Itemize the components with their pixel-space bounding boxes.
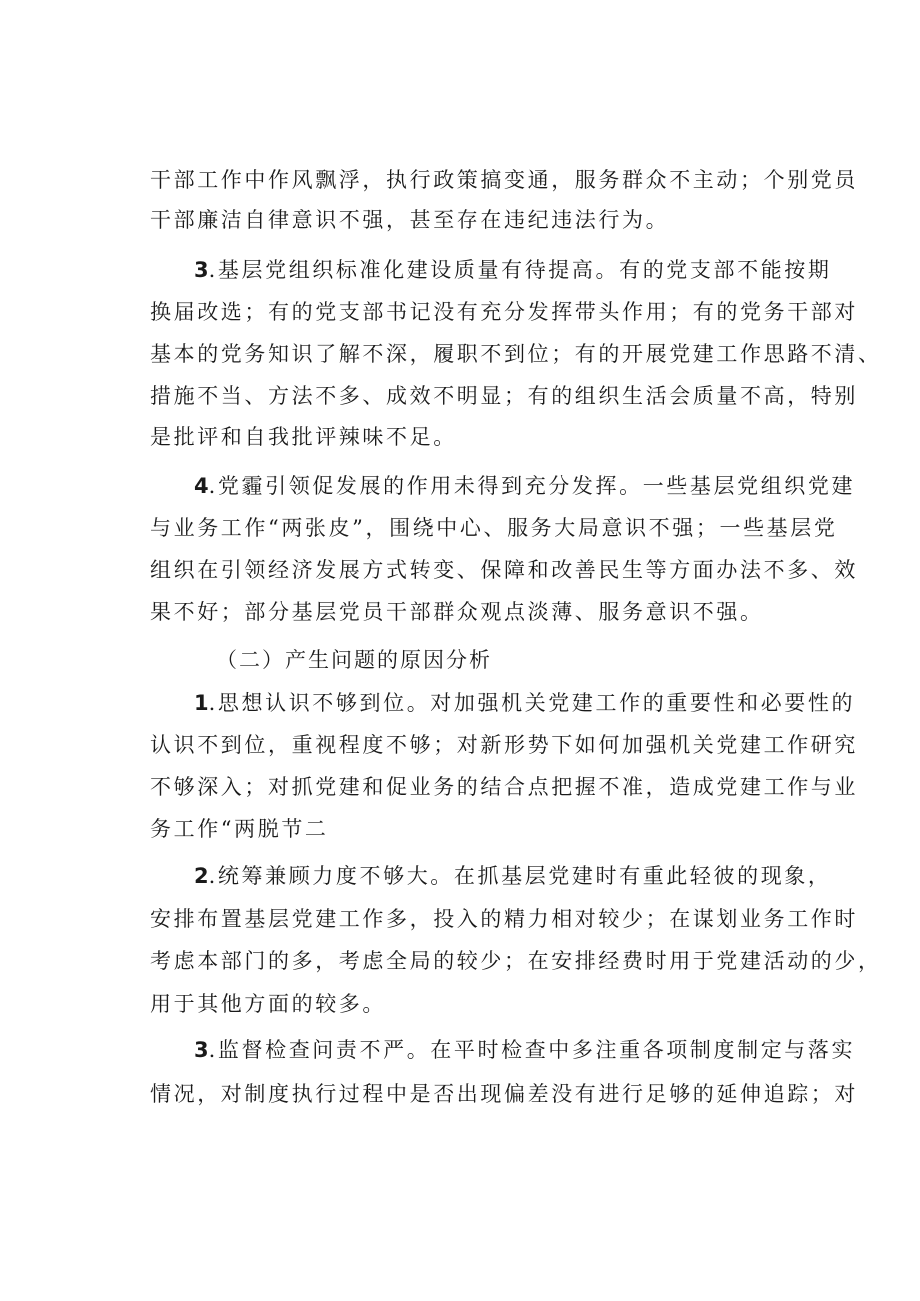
list-item-2-first-line xyxy=(194,861,832,891)
item-number: 1 xyxy=(194,691,209,715)
text-line: 果不好；部分基层党员干部群众观点淡薄、服务意识不强。 xyxy=(150,600,764,624)
list-item-1-first-line xyxy=(194,688,855,718)
text-line: 是批评和自我批评辣味不足。 xyxy=(150,425,457,449)
text-line: 安排布置基层党建工作多，投入的精力相对较少；在谋划业务工作时 xyxy=(150,907,858,931)
text-line: .统筹兼顾力度不够大。在抓基层党建时有重此轻彼的现象， xyxy=(208,864,832,888)
list-item-3b-first-line xyxy=(194,1035,855,1065)
text-line: 换届改选；有的党支部书记没有充分发挥带头作用；有的党务干部对 xyxy=(150,300,858,324)
item-number: 3 xyxy=(194,1038,209,1062)
text-line: 情况，对制度执行过程中是否出现偏差没有进行足够的延伸追踪；对 xyxy=(150,1082,858,1106)
text-line: 基本的党务知识了解不深，履职不到位；有的开展党建工作思路不清、 xyxy=(150,342,882,366)
text-line: .基层党组织标准化建设质量有待提高。有的党支部不能按期 xyxy=(208,258,832,282)
text-line: .思想认识不够到位。对加强机关党建工作的重要性和必要性的 xyxy=(208,691,856,715)
text-line: 干部工作中作风飘浮，执行政策搞变通，服务群众不主动；个别党员 xyxy=(150,168,858,192)
text-line: 与业务工作“两张皮”，围绕中心、服务大局意识不强；一些基层党 xyxy=(150,516,838,540)
item-number: 2 xyxy=(194,864,209,888)
text-line: 措施不当、方法不多、成效不明显；有的组织生活会质量不高，特别 xyxy=(150,384,858,408)
text-line: 务工作“两脱节二 xyxy=(150,817,329,841)
text-line: .党霾引领促发展的作用未得到充分发挥。一些基层党组织党建 xyxy=(208,474,856,498)
item-number: 3 xyxy=(194,258,209,282)
list-item-4-first-line xyxy=(194,471,855,501)
section-heading: （二）产生问题的原因分析 xyxy=(216,648,492,672)
item-number: 4 xyxy=(194,474,209,498)
text-line: 干部廉洁自律意识不强，甚至存在违纪违法行为。 xyxy=(150,208,670,232)
text-line: .监督检查问责不严。在平时检查中多注重各项制度制定与落实 xyxy=(208,1038,856,1062)
text-line: 组织在引领经济发展方式转变、保障和改善民生等方面办法不多、效 xyxy=(150,558,858,582)
list-item-3-first-line xyxy=(194,255,832,285)
text-line: 考虑本部门的多，考虑全局的较少；在安排经费时用于党建活动的少， xyxy=(150,949,882,973)
text-line: 不够深入；对抓党建和促业务的结合点把握不准，造成党建工作与业 xyxy=(150,775,858,799)
text-line: 用于其他方面的较多。 xyxy=(150,992,386,1016)
text-line: 认识不到位，重视程度不够；对新形势下如何加强机关党建工作研究 xyxy=(150,733,858,757)
